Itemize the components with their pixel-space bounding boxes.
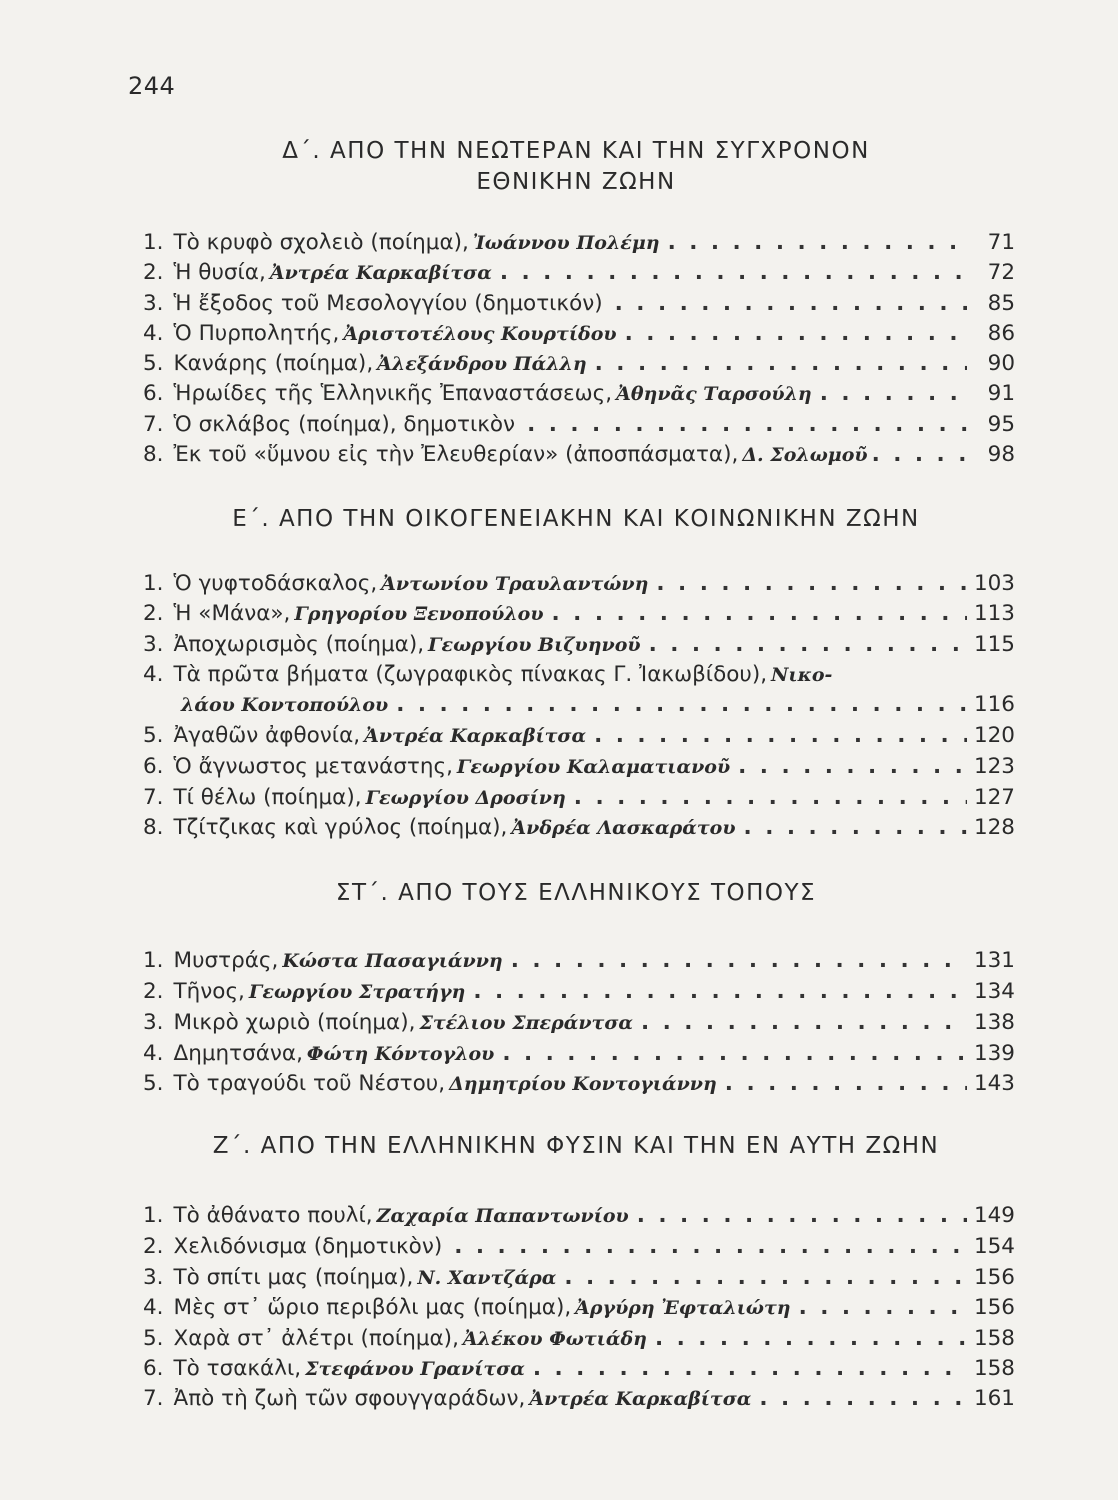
toc-entry [143,813,1015,843]
entry-title: Τί θέλω (ποίημα), [173,785,362,810]
entry-title: Μικρὸ χωριὸ (ποίημα), [173,1010,416,1035]
entry-title: Ἡ «Μάνα», [173,601,291,626]
toc-entry [143,1384,1015,1414]
section-heading-line: Ε΄. ΑΠΟ ΤΗΝ ΟΙΚΟΓΕΝΕΙΑΚΗΝ ΚΑΙ ΚΟΙΝΩΝΙΚΗΝ ΖΩΗΝ [232,506,920,532]
dot-leader [552,599,967,629]
entry-page: 127 [973,785,1015,810]
entry-number: 5. [143,1071,164,1096]
toc-entry [143,410,1015,440]
entry-number: 3. [143,1010,164,1035]
dot-leader [656,569,967,599]
dot-leader [725,1069,967,1099]
entry-author: Ἀντρέα Καρκαβίτσα [269,262,492,284]
entry-author: Ἀντρέα Καρκαβίτσα [364,725,587,747]
dot-leader [594,721,967,751]
dot-leader [738,752,967,782]
entry-author: Νικο- [771,664,833,686]
entry-title: Ἀγαθῶν ἀφθονία, [173,723,361,748]
entry-page: 161 [973,1386,1015,1411]
entry-page: 86 [987,321,1015,346]
entry-number: 6. [143,1356,164,1381]
entry-number: 3. [143,1265,164,1290]
dot-leader [637,1201,967,1231]
entry-number: 2. [143,601,164,626]
entry-number: 2. [143,260,164,285]
dot-leader [625,319,967,349]
toc-entry [143,630,1015,660]
entry-author: Ἀνδρέα Λασκαράτου [511,817,736,839]
toc-entry [143,1039,1015,1069]
entry-title: Ὁ ἄγνωστος μετανάστης, [173,754,453,779]
entry-page: 95 [987,412,1015,437]
section-heading-st [128,878,1024,909]
dot-leader [759,1384,967,1414]
section-heading-line: Ζ΄. ΑΠΟ ΤΗΝ ΕΛΛΗΝΙΚΗΝ ΦΥΣΙΝ ΚΑΙ ΤΗΝ ΕΝ ΑΥΤΗ ΖΩΗΝ [212,1133,940,1159]
toc-entry [143,1201,1015,1231]
toc-entry [143,660,1015,690]
entry-author: Στέλιου Σπεράντσα [419,1012,633,1034]
entry-page: 113 [973,601,1015,626]
entry-page: 156 [973,1265,1015,1290]
entry-page: 98 [987,442,1015,467]
entry-page: 139 [973,1041,1015,1066]
entry-number: 8. [143,815,164,840]
dot-leader [574,783,967,813]
entry-number: 4. [143,1041,164,1066]
entry-number: 3. [143,291,164,316]
toc-entry [143,599,1015,629]
dot-leader [595,349,967,379]
entry-number: 8. [143,442,164,467]
entry-number: 7. [143,412,164,437]
entry-title: Τὸ κρυφὸ σχολειὸ (ποίημα), [173,230,469,255]
entry-title: Ὁ γυφτοδάσκαλος, [173,571,378,596]
section-heading-z [128,1131,1024,1162]
entry-author: Ἀντρέα Καρκαβίτσα [529,1388,752,1410]
entry-author: Γεωργίου Δροσίνη [365,787,566,809]
dot-leader [872,440,969,470]
entry-author: Ἀλεξάνδρου Πάλλη [377,353,587,375]
entry-title: Ἡ ἔξοδος τοῦ Μεσολογγίου (δημοτικόν) [173,291,603,316]
entry-page: 116 [973,692,1015,717]
entry-number: 1. [143,1203,164,1228]
entry-title: Δημητσάνα, [173,1041,303,1066]
dot-leader [641,1008,967,1038]
entry-page: 71 [987,230,1015,255]
dot-leader [615,289,967,319]
entry-author: Γεωργίου Στρατήγη [248,981,466,1003]
toc-entry [143,1263,1015,1293]
entry-author: Ἀντωνίου Τραυλαντώνη [381,573,649,595]
entry-author: Γρηγορίου Ξενοπούλου [294,603,544,625]
entry-title: Χελιδόνισμα (δημοτικὸν) [173,1234,443,1259]
entry-number: 2. [143,1234,164,1259]
entry-title: Χαρὰ στ᾿ ἀλέτρι (ποίημα), [173,1326,459,1351]
entry-author: Φώτη Κόντογλου [306,1043,495,1065]
entry-page: 158 [973,1326,1015,1351]
entry-title: Τζίτζικας καὶ γρύλος (ποίημα), [173,815,508,840]
toc-entry [143,1069,1015,1099]
entry-page: 103 [973,571,1015,596]
dot-leader [500,258,967,288]
entry-number: 3. [143,632,164,657]
entry-title: Τὸ ἀθάνατο πουλί, [173,1203,373,1228]
entry-page: 120 [973,723,1015,748]
entry-title: Τὸ σπίτι μας (ποίημα), [173,1265,414,1290]
toc-entry [143,721,1015,751]
entry-author: Δημητρίου Κοντογιάννη [449,1073,717,1095]
entry-page: 91 [987,381,1015,406]
entry-title: Ἀπὸ τὴ ζωὴ τῶν σφουγγαράδων, [173,1386,526,1411]
toc-entry [143,1324,1015,1354]
entry-author: Ἀλέκου Φωτιάδη [462,1328,647,1350]
entry-page: 154 [973,1234,1015,1259]
dot-leader [820,379,967,409]
entry-page: 128 [973,815,1015,840]
dot-leader [511,946,967,976]
section-heading-line: ΣΤ΄. ΑΠΟ ΤΟΥΣ ΕΛΛΗΝΙΚΟΥΣ ΤΟΠΟΥΣ [335,880,817,906]
entry-title: Τὸ τραγούδι τοῦ Νέστου, [173,1071,446,1096]
entry-title: Μυστράς, [173,948,279,973]
entry-number: 5. [143,1326,164,1351]
entry-author: Ζαχαρία Παπαντωνίου [376,1205,629,1227]
entry-page: 123 [973,754,1015,779]
dot-leader [744,813,967,843]
section-heading-line: ΕΘΝΙΚΗΝ ΖΩΗΝ [476,169,676,195]
entry-number: 4. [143,1295,164,1320]
toc-entry [143,946,1015,976]
toc-entry [143,1354,1015,1384]
entry-number: 5. [143,351,164,376]
entry-number: 6. [143,754,164,779]
entry-author: λάου Κοντοπούλου [181,694,389,716]
dot-leader [396,690,967,720]
dot-leader [655,1324,967,1354]
toc-entry [143,440,1015,470]
toc-entry [143,258,1015,288]
entry-title: Κανάρης (ποίημα), [173,351,374,376]
entry-title: Ἀποχωρισμὸς (ποίημα), [173,632,425,657]
entry-number: 7. [143,1386,164,1411]
section-heading-line: Δ΄. ΑΠΟ ΤΗΝ ΝΕΩΤΕΡΑΝ ΚΑΙ ΤΗΝ ΣΥΓΧΡΟΝΟΝ [282,138,870,164]
entry-page: 156 [973,1295,1015,1320]
dot-leader [668,228,967,258]
entry-page: 138 [973,1010,1015,1035]
toc-entry [143,1293,1015,1323]
dot-leader [502,1039,967,1069]
entry-title: Ἐκ τοῦ «ὕμνου εἰς τὴν Ἐλευθερίαν» (ἀποσπάσματα), [173,442,739,467]
toc-entry [143,1008,1015,1038]
entry-author: Κώστα Πασαγιάννη [282,950,503,972]
entry-page: 72 [987,260,1015,285]
entry-page: 85 [987,291,1015,316]
dot-leader [533,1354,967,1384]
entry-title: Τὸ τσακάλι, [173,1356,302,1381]
toc-entry [143,319,1015,349]
entry-page: 158 [973,1356,1015,1381]
dot-leader [473,977,967,1007]
toc-entry [143,1232,1015,1262]
entry-number: 1. [143,571,164,596]
toc-entry-continuation [181,690,1015,720]
entry-author: Γεωργίου Καλαματιανοῦ [456,756,731,778]
toc-entry [143,977,1015,1007]
entry-title: Ὁ Πυρπολητής, [173,321,340,346]
entry-author: Ἀθηνᾶς Ταρσούλη [616,383,812,405]
entry-author: Ν. Χαντζάρα [417,1267,557,1289]
toc-entry [143,752,1015,782]
toc-entry [143,569,1015,599]
toc-entry [143,289,1015,319]
entry-page: 134 [973,979,1015,1004]
entry-number: 4. [143,321,164,346]
entry-author: Ἀριστοτέλους Κουρτίδου [343,323,617,345]
dot-leader [649,630,967,660]
entry-page: 90 [987,351,1015,376]
page-number: 244 [128,72,176,100]
entry-author: Δ. Σολωμοῦ [742,444,868,466]
entry-title: Μὲς στ᾿ ὥριο περιβόλι μας (ποίημα), [173,1295,572,1320]
entry-title: Τῆνος, [173,979,245,1004]
dot-leader [527,410,967,440]
entry-author: Γεωργίου Βιζυηνοῦ [428,634,641,656]
entry-page: 115 [973,632,1015,657]
toc-entry [143,228,1015,258]
entry-page: 149 [973,1203,1015,1228]
entry-title: Τὰ πρῶτα βήματα (ζωγραφικὸς πίνακας Γ. Ἰακωβίδου), [173,662,768,687]
toc-entry [143,349,1015,379]
dot-leader [564,1263,967,1293]
entry-number: 2. [143,979,164,1004]
entry-author: Στεφάνου Γρανίτσα [305,1358,525,1380]
entry-author: Ἀργύρη Ἐφταλιώτη [575,1297,791,1319]
entry-page: 131 [973,948,1015,973]
entry-number: 7. [143,785,164,810]
entry-number: 6. [143,381,164,406]
entry-title: Ὁ σκλάβος (ποίημα), δημοτικὸν [173,412,516,437]
toc-entry [143,379,1015,409]
entry-page: 143 [973,1071,1015,1096]
entry-author: Ἰωάννου Πολέμη [472,232,660,254]
entry-number: 4. [143,662,164,687]
entry-title: Ἡ θυσία, [173,260,266,285]
entry-title: Ἡρωίδες τῆς Ἑλληνικῆς Ἐπαναστάσεως, [173,381,613,406]
entry-number: 1. [143,948,164,973]
section-heading-d [128,136,1024,198]
dot-leader [799,1293,967,1323]
dot-leader [454,1232,967,1262]
entry-number: 1. [143,230,164,255]
entry-number: 5. [143,723,164,748]
section-heading-e [128,504,1024,535]
toc-entry [143,783,1015,813]
